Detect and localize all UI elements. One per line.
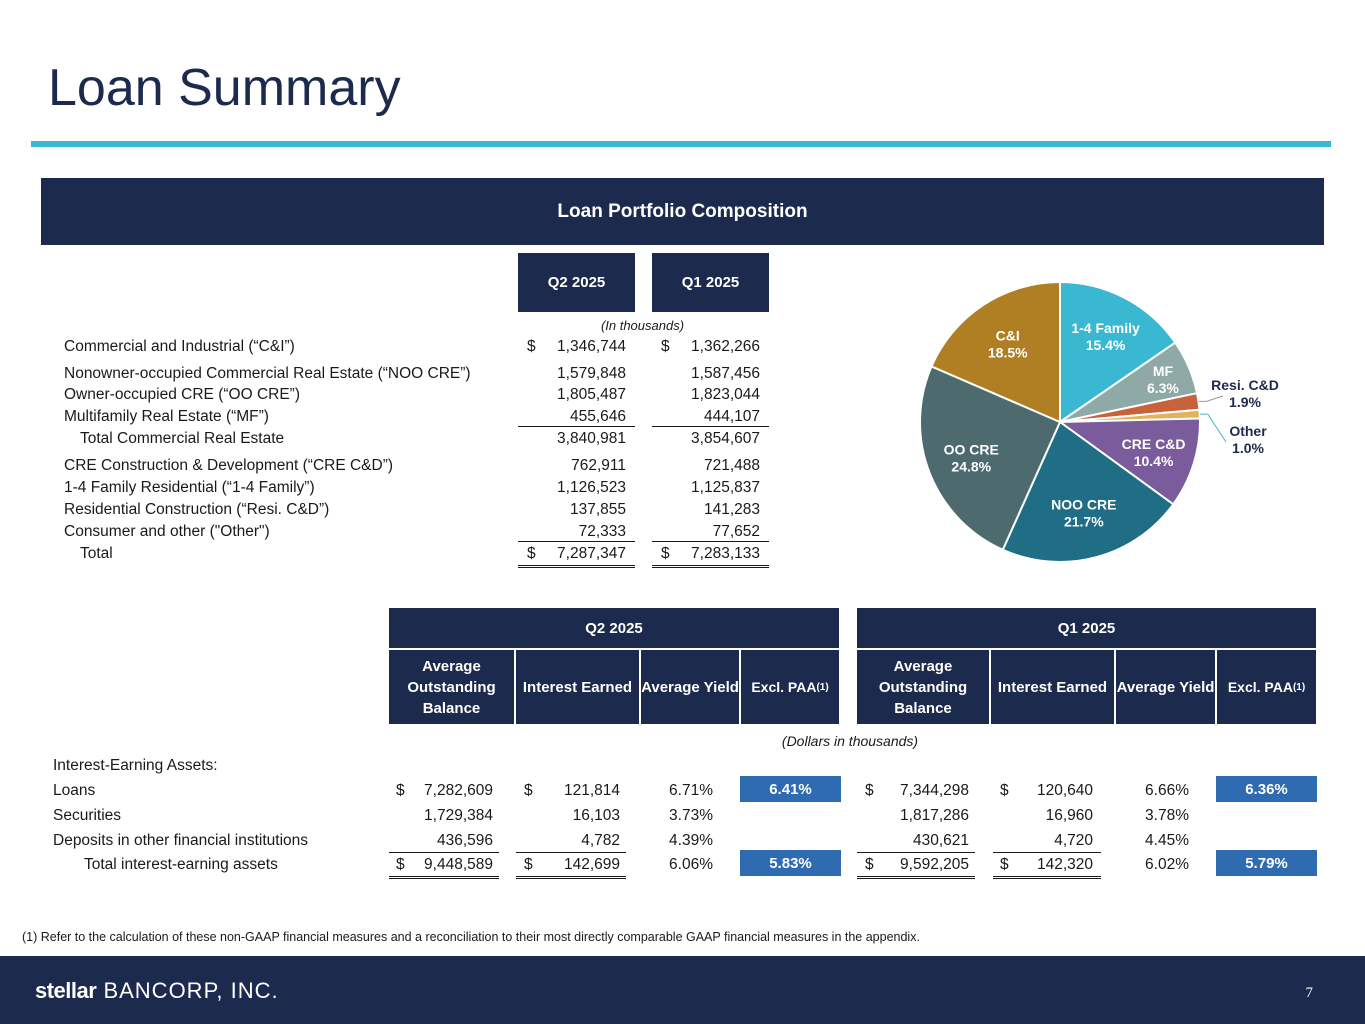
comp-row-label: Residential Construction (“Resi. C&D”) bbox=[64, 501, 330, 518]
leader-line bbox=[1200, 414, 1226, 442]
dollar-sign: $ bbox=[524, 782, 533, 799]
slice-percent: 1.9% bbox=[1229, 394, 1261, 410]
col-header-yield: Average Yield bbox=[1116, 650, 1215, 724]
col-header-yield: Average Yield bbox=[641, 650, 739, 724]
comp-q1-value: 1,362,266 bbox=[691, 338, 760, 355]
dollar-sign: $ bbox=[661, 545, 670, 562]
slice-label: CRE C&D bbox=[1121, 436, 1186, 453]
q1-interest: 4,720 bbox=[1054, 832, 1093, 849]
title-divider bbox=[31, 141, 1331, 147]
q1-interest: 120,640 bbox=[1036, 782, 1093, 799]
q1-interest: 142,320 bbox=[1036, 856, 1093, 873]
comp-row-label: 1-4 Family Residential (“1-4 Family”) bbox=[64, 479, 315, 496]
q2-interest: 4,782 bbox=[581, 832, 620, 849]
dollar-sign: $ bbox=[1000, 782, 1009, 799]
slice-label: 1-4 Family bbox=[1071, 320, 1140, 337]
comp-q2-value: 1,126,523 bbox=[557, 479, 626, 496]
section-banner: Loan Portfolio Composition bbox=[41, 178, 1324, 245]
comp-q2-value: 1,805,487 bbox=[557, 386, 626, 403]
comp-q2-value: 137,855 bbox=[569, 501, 626, 518]
slice-label: MF bbox=[1152, 362, 1174, 379]
q1-interest: 16,960 bbox=[1045, 807, 1093, 824]
comp-units: (In thousands) bbox=[600, 318, 685, 333]
q2-interest: 16,103 bbox=[572, 807, 620, 824]
comp-row-label: Nonowner-occupied Commercial Real Estate (“NOO CRE”) bbox=[64, 365, 471, 382]
slice-percent: 21.7% bbox=[1063, 513, 1104, 530]
slice-percent: 1.0% bbox=[1232, 440, 1264, 456]
leader-line bbox=[1198, 396, 1223, 401]
col-header-avg-balance: Average Outstanding Balance bbox=[857, 650, 989, 724]
comp-row-label: Owner-occupied CRE (“OO CRE”) bbox=[64, 386, 300, 403]
col-header-interest: Interest Earned bbox=[516, 650, 639, 724]
q1-balance: 9,592,205 bbox=[900, 856, 969, 873]
slice-label: OO CRE bbox=[943, 441, 999, 458]
loan-composition-pie-chart bbox=[900, 270, 1300, 580]
slice-label: Resi. C&D bbox=[1211, 377, 1279, 393]
col-header-excl-paa: Excl. PAA (1) bbox=[1217, 650, 1316, 724]
comp-row-label: Commercial and Industrial (“C&I”) bbox=[64, 338, 295, 355]
q2-balance: 1,729,384 bbox=[424, 807, 493, 824]
q1-excl-paa: 6.36% bbox=[1216, 776, 1317, 802]
dollar-sign: $ bbox=[527, 338, 536, 355]
q1-balance: 430,621 bbox=[912, 832, 969, 849]
comp-q1-value: 141,283 bbox=[703, 501, 760, 518]
comp-q2-value: 7,287,347 bbox=[557, 545, 626, 562]
q1-yield: 4.45% bbox=[1145, 832, 1189, 849]
comp-q2-value: 1,579,848 bbox=[557, 365, 626, 382]
comp-q1-value: 77,652 bbox=[652, 523, 769, 542]
q2-balance: 7,282,609 bbox=[424, 782, 493, 799]
comp-q1-value: 3,854,607 bbox=[691, 430, 760, 447]
slice-label: C&I bbox=[995, 327, 1020, 344]
q2-interest: 142,699 bbox=[563, 856, 620, 873]
slice-percent: 10.4% bbox=[1133, 453, 1174, 470]
comp-q1-value: 721,488 bbox=[703, 457, 760, 474]
comp-header-q1: Q1 2025 bbox=[652, 253, 769, 312]
col-header-interest: Interest Earned bbox=[991, 650, 1114, 724]
q2-balance: 9,448,589 bbox=[424, 856, 493, 873]
page-title: Loan Summary bbox=[48, 59, 401, 117]
dollar-sign: $ bbox=[865, 856, 874, 873]
yield-row-label: Deposits in other financial institutions bbox=[53, 832, 309, 849]
company-logo: stellar BANCORP, INC. bbox=[35, 978, 279, 1003]
comp-q2-value: 762,911 bbox=[571, 457, 626, 474]
dollar-sign: $ bbox=[527, 545, 536, 562]
yield-row-label: Total interest-earning assets bbox=[84, 856, 278, 873]
slice-label: NOO CRE bbox=[1051, 496, 1117, 513]
page-number: 7 bbox=[1305, 985, 1313, 1001]
q1-yield: 6.02% bbox=[1145, 856, 1189, 873]
comp-q2-value: 72,333 bbox=[518, 523, 635, 542]
dollar-sign: $ bbox=[396, 782, 405, 799]
yield-row-label: Securities bbox=[53, 807, 122, 824]
yield-period-header-q2: Q2 2025 bbox=[389, 608, 839, 648]
q2-excl-paa: 5.83% bbox=[740, 850, 841, 876]
q2-balance: 436,596 bbox=[436, 832, 493, 849]
yield-row-label: Loans bbox=[53, 782, 96, 799]
yield-units: (Dollars in thousands) bbox=[781, 733, 919, 749]
comp-row-label: CRE Construction & Development (“CRE C&D”) bbox=[64, 457, 394, 474]
dollar-sign: $ bbox=[1000, 856, 1009, 873]
comp-header-q2: Q2 2025 bbox=[518, 253, 635, 312]
comp-q1-value: 1,587,456 bbox=[691, 365, 760, 382]
q1-balance: 1,817,286 bbox=[900, 807, 969, 824]
dollar-sign: $ bbox=[865, 782, 874, 799]
q2-yield: 3.73% bbox=[669, 807, 713, 824]
q2-yield: 6.06% bbox=[669, 856, 713, 873]
q2-yield: 6.71% bbox=[669, 782, 713, 799]
q2-yield: 4.39% bbox=[669, 832, 713, 849]
comp-row-label: Multifamily Real Estate (“MF”) bbox=[64, 408, 269, 425]
dollar-sign: $ bbox=[661, 338, 670, 355]
slice-percent: 6.3% bbox=[1146, 379, 1179, 396]
comp-row-label: Total Commercial Real Estate bbox=[80, 430, 285, 447]
dollar-sign: $ bbox=[396, 856, 405, 873]
q2-interest: 121,814 bbox=[563, 782, 620, 799]
footnote: (1) Refer to the calculation of these non-GAAP financial measures and a reconciliation to their most directly comparable GAAP financial measures in the appendix. bbox=[22, 930, 920, 944]
slice-percent: 24.8% bbox=[951, 458, 992, 475]
comp-q2-value: 455,646 bbox=[518, 408, 635, 427]
dollar-sign: $ bbox=[524, 856, 533, 873]
slice-percent: 15.4% bbox=[1085, 337, 1126, 354]
col-header-excl-paa: Excl. PAA (1) bbox=[741, 650, 839, 724]
comp-q2-value: 3,840,981 bbox=[557, 430, 626, 447]
section-label: Interest-Earning Assets: bbox=[53, 757, 218, 774]
comp-q1-value: 1,823,044 bbox=[691, 386, 760, 403]
q1-excl-paa: 5.79% bbox=[1216, 850, 1317, 876]
q2-excl-paa: 6.41% bbox=[740, 776, 841, 802]
comp-row-label: Total bbox=[80, 545, 113, 562]
yield-period-header-q1: Q1 2025 bbox=[857, 608, 1316, 648]
col-header-avg-balance: Average Outstanding Balance bbox=[389, 650, 514, 724]
comp-q1-value: 1,125,837 bbox=[691, 479, 760, 496]
comp-row-label: Consumer and other ("Other") bbox=[64, 523, 270, 540]
comp-q1-value: 444,107 bbox=[652, 408, 769, 427]
q1-balance: 7,344,298 bbox=[900, 782, 969, 799]
comp-q1-value: 7,283,133 bbox=[691, 545, 760, 562]
slice-label: Other bbox=[1229, 423, 1267, 439]
comp-q2-value: 1,346,744 bbox=[557, 338, 626, 355]
slice-percent: 18.5% bbox=[987, 344, 1028, 361]
q1-yield: 6.66% bbox=[1145, 782, 1189, 799]
q1-yield: 3.78% bbox=[1145, 807, 1189, 824]
